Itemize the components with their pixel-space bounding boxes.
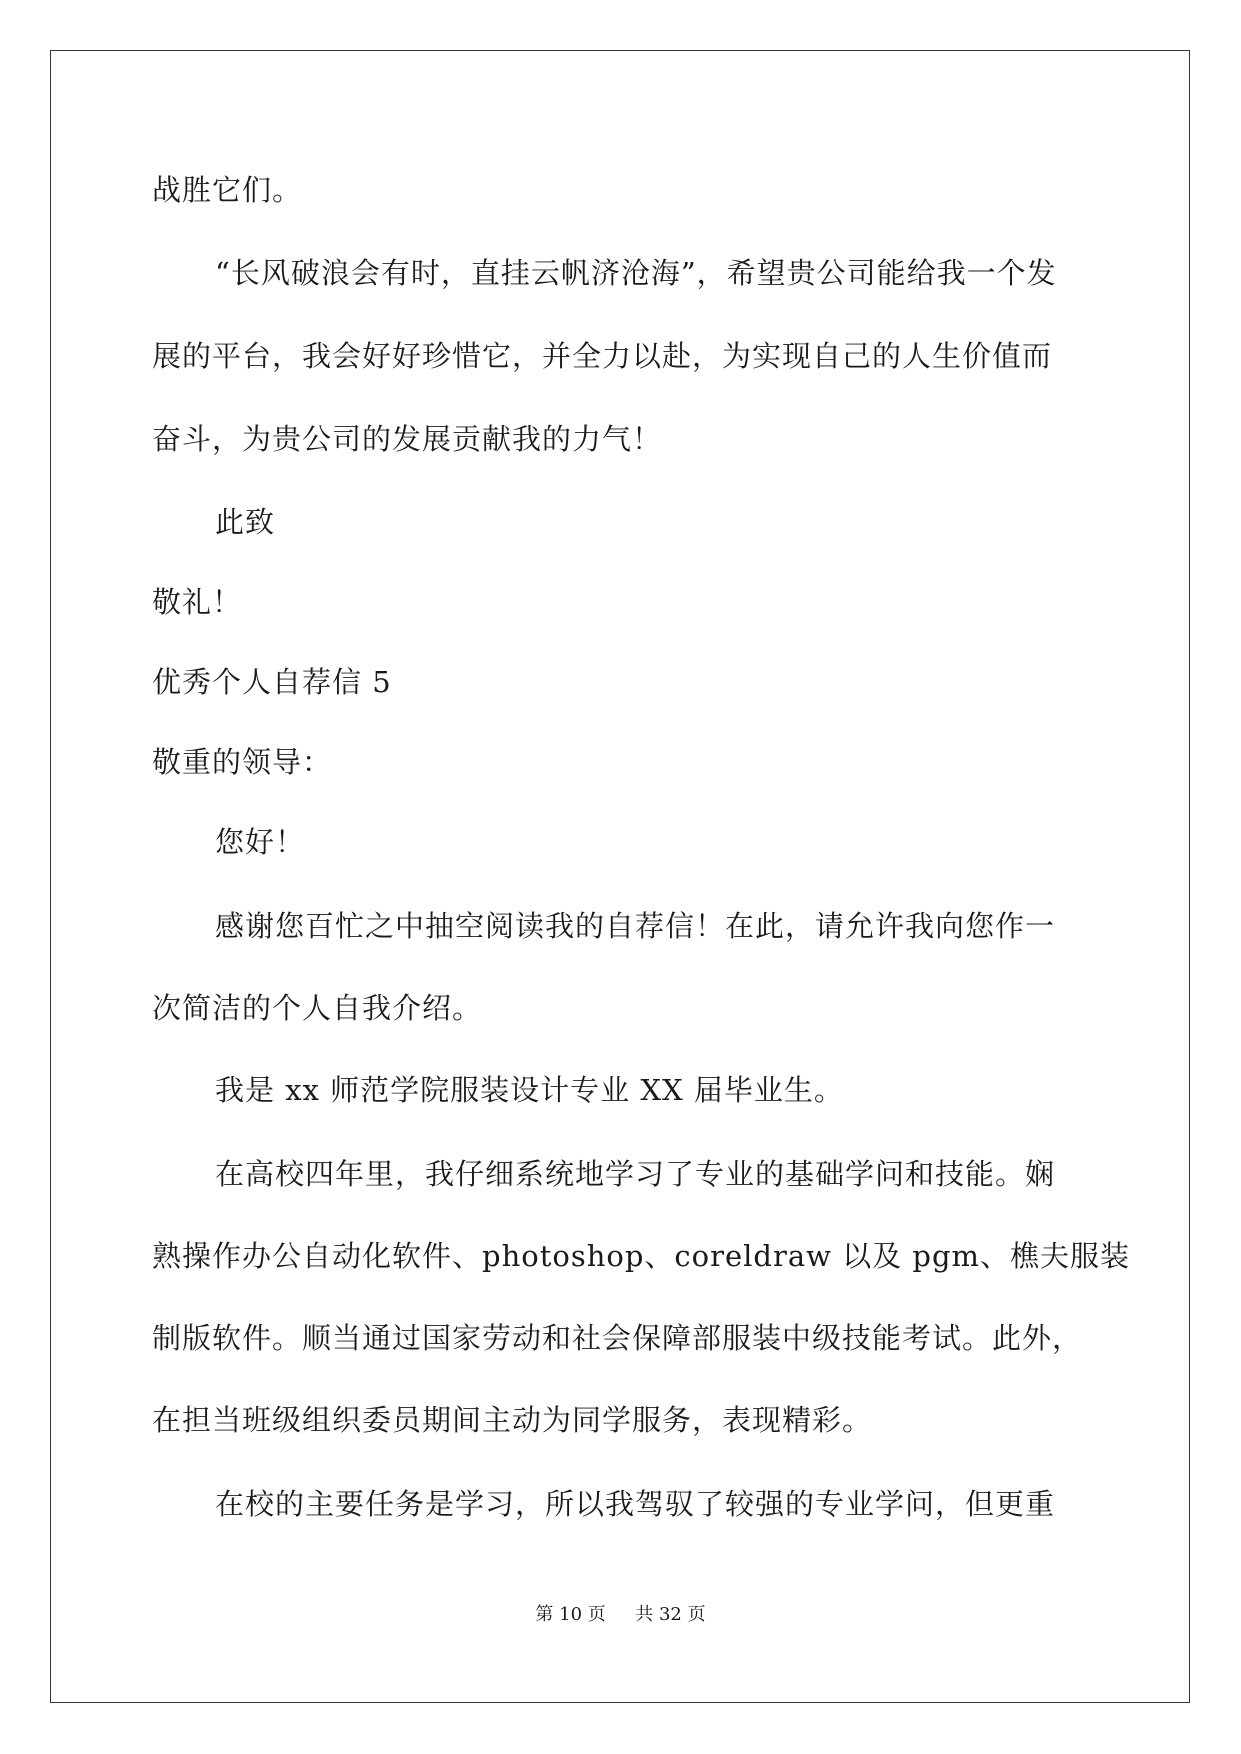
text-line: 在担当班级组织委员期间主动为同学服务，表现精彩。 [152,1403,873,1437]
section-heading: 优秀个人自荐信 5 [152,665,392,699]
text-line: 熟操作办公自动化软件、photoshop、coreldraw 以及 pgm、樵夫服装 [152,1239,1131,1273]
text-line: 我是 xx 师范学院服装设计专业 XX 届毕业生。 [215,1073,844,1107]
text-line: 展的平台，我会好好珍惜它，并全力以赴，为实现自己的人生价值而 [152,339,1053,373]
text-line: 次简洁的个人自我介绍。 [152,991,483,1025]
salutation: 敬重的领导： [152,745,333,779]
page-total: 共 32 页 [635,1604,706,1625]
text-line: 在高校四年里，我仔细系统地学习了专业的基础学问和技能。娴 [215,1157,1056,1191]
text-line: 感谢您百忙之中抽空阅读我的自荐信！在此，请允许我向您作一 [215,909,1056,943]
page-border [50,50,1190,1703]
text-line: 奋斗，为贵公司的发展贡献我的力气！ [152,422,663,456]
text-line: 在校的主要任务是学习，所以我驾驭了较强的专业学问，但更重 [215,1487,1056,1521]
text-line: 战胜它们。 [152,173,303,207]
page-footer [0,1600,1241,1626]
text-line: 敬礼！ [152,585,243,619]
text-line: 您好！ [215,825,306,859]
page-number: 第 10 页 [535,1604,606,1625]
text-line: “长风破浪会有时，直挂云帆济沧海”，希望贵公司能给我一个发 [215,256,1057,290]
text-line: 此致 [215,505,276,539]
text-line: 制版软件。顺当通过国家劳动和社会保障部服装中级技能考试。此外， [152,1321,1083,1355]
